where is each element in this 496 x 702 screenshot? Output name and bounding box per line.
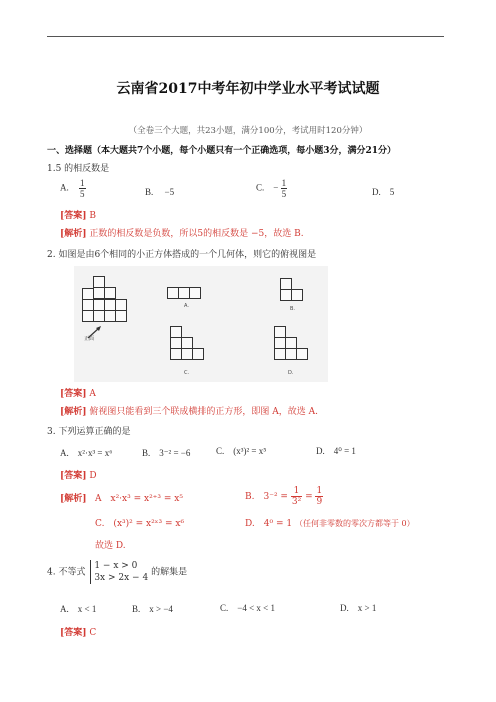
q3-option-b: B. 3⁻² = −6 — [142, 448, 191, 458]
q3-option-a: A. x²·x³ = x⁶ — [60, 448, 113, 458]
q2-answer: [答案] A — [60, 389, 96, 399]
solid-figure — [82, 276, 138, 328]
q2-figure — [74, 266, 328, 382]
q3-analysis-d: D. 4⁰ = 1 （任何非零数的零次方都等于 0） — [245, 519, 415, 529]
q2-view-b-label: B. — [290, 306, 296, 312]
q2-analysis: [解析] 俯视图只能看到三个联成横排的正方形，即图 A，故选 A. — [60, 407, 318, 417]
q1-option-d: D. 5 — [372, 187, 395, 197]
q1-option-a: A. $\frac{1}{5}$ — [60, 178, 85, 199]
q3-stem: 3. 下列运算正确的是 — [47, 427, 131, 437]
q1-analysis: [解析] 正数的相反数是负数，所以5的相反数是 −5，故选 B. — [60, 229, 304, 239]
q4-option-b: B. x > −4 — [132, 604, 173, 614]
q2-view-c-label: C. — [184, 370, 190, 376]
q3-option-c: C. (x³)² = x⁵ — [216, 446, 267, 456]
q3-analysis-c: C. (x³)² = x²ˣ³ = x⁶ — [95, 519, 185, 529]
q2-stem: 2. 如图是由6个相同的小正方体搭成的一个几何体，则它的俯视图是 — [47, 250, 317, 260]
q2-view-b — [280, 278, 308, 306]
q1-option-c: C. − $\frac{1}{5}$ — [256, 178, 287, 199]
header-rule — [47, 36, 444, 37]
q3-analysis-a: A x²·x³ = x²⁺³ = x⁵ — [95, 494, 183, 504]
q1-stem: 1.5 的相反数是 — [47, 164, 110, 174]
q2-view-c — [170, 326, 210, 366]
q4-answer: [答案] C — [60, 628, 97, 638]
q3-analysis-b: B. 3⁻² = $\frac{1}{\text{3²}}$ = $\frac{1}{9}$ — [245, 486, 323, 507]
q3-analysis-tag: [解析] — [60, 494, 87, 504]
q4-option-c: C. −4 < x < 1 — [220, 603, 275, 613]
exam-note: （全卷三个大题，共23小题，满分100分，考试用时120分钟） — [128, 126, 368, 136]
q4-option-a: A. x < 1 — [60, 604, 97, 614]
q2-view-d — [274, 326, 314, 366]
q4-stem: 4. 不等式 1 − x > 0 3x > 2x − 4 的解集是 — [47, 561, 188, 583]
document-title: 云南省2017中考年初中学业水平考试试题 — [116, 81, 380, 97]
section-heading: 一、选择题（本大题共7个小题，每个小题只有一个正确选项，每小题3分，满分21分） — [47, 146, 397, 156]
q4-inequality-system: 1 − x > 0 3x > 2x − 4 — [90, 560, 148, 584]
front-label: 正面 — [84, 336, 95, 342]
q2-view-a — [167, 287, 207, 301]
q2-view-a-label: A. — [184, 303, 189, 309]
q4-option-d: D. x > 1 — [340, 603, 377, 613]
q3-option-d: D. 4⁰ = 1 — [316, 446, 356, 456]
q1-option-b: B. −5 — [145, 187, 175, 197]
q1-answer: [答案] B — [60, 211, 97, 221]
q3-answer: [答案] D — [60, 471, 97, 481]
q2-view-d-label: D. — [288, 370, 294, 376]
q3-conclusion: 故选 D. — [95, 541, 126, 551]
